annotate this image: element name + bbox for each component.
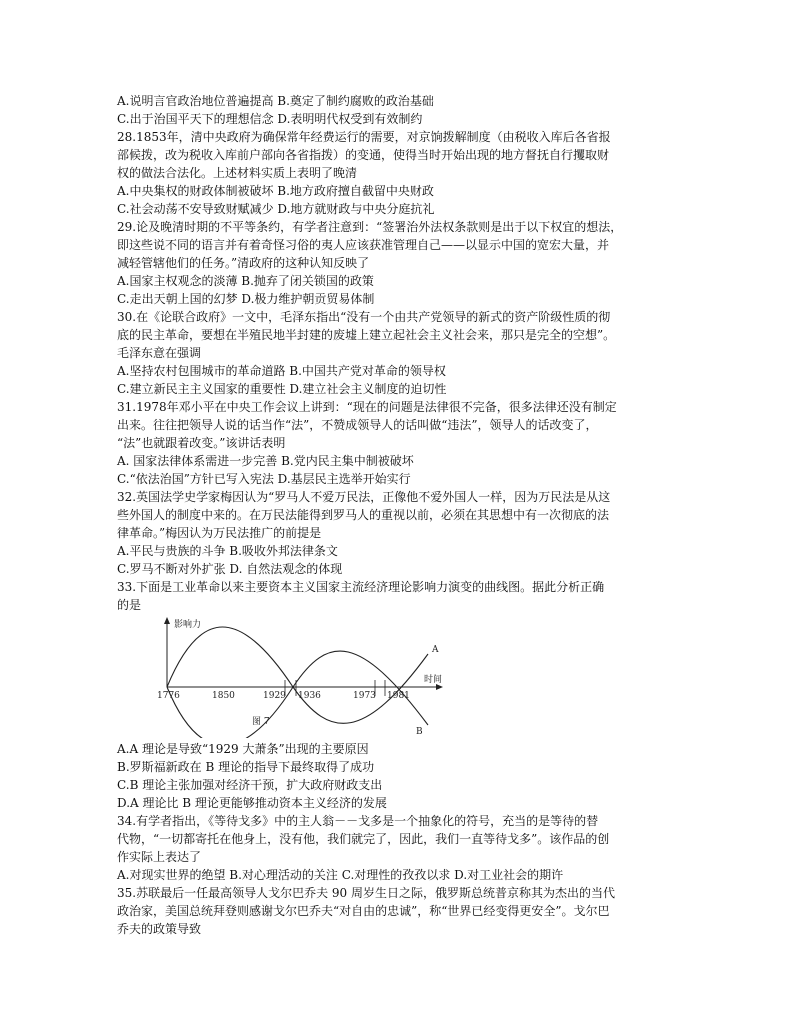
q31-stem-line-3: “法”也就跟着改变。”该讲话表明 — [117, 436, 286, 450]
q34-stem-line-1: 34.有学者指出，《等待戈多》中的主人翁－－戈多是一个抽象化的符号，充当的是等待的替 — [117, 814, 599, 828]
q33-option-b: B.罗斯福新政在 B 理论的指导下最终取得了成功 — [117, 760, 375, 774]
y-axis-label: 影响力 — [174, 620, 202, 630]
q33-option-d: D.A 理论比 B 理论更能够推动资本主义经济的发展 — [117, 796, 387, 810]
q35-stem-line-2: 政治家，美国总统拜登则感谢戈尔巴乔夫“对自由的忠诚”，称“世界已经变得更安全”。戈尔巴 — [117, 904, 610, 918]
q32-option-line-1: A.平民与贵族的斗争 B.吸收外邦法律条文 — [117, 544, 338, 558]
x-axis-label: 时间 — [424, 675, 443, 685]
q29-option-line-1: A.国家主权观念的淡薄 B.抛弃了闭关锁国的政策 — [117, 274, 374, 288]
q33-option-c: C.B 理论主张加强对经济干预，扩大政府财政支出 — [117, 778, 383, 792]
tick-label-1981: 1981 — [387, 691, 410, 701]
q32-option-line-2: C.罗马不断对外扩张 D. 自然法观念的体现 — [117, 562, 343, 576]
tick-label-1936: 1936 — [298, 691, 321, 701]
q35-stem-line-3: 乔夫的政策导致 — [117, 922, 202, 936]
q34-options: A.对现实世界的绝望 B.对心理活动的关注 C.对理性的孜孜以求 D.对工业社会的期许 — [117, 868, 564, 882]
q27-option-line-1: A.说明言官政治地位普遍提高 B.奠定了制约腐败的政治基础 — [117, 94, 434, 108]
q34-stem-line-3: 作实际上表达了 — [117, 850, 202, 864]
q33-stem-line-2: 的是 — [117, 598, 142, 612]
q34-stem-line-2: 代物，“一切都寄托在他身上，没有他，我们就完了，因此，我们一直等待戈多”。该作品的创 — [117, 832, 610, 846]
q33-option-a: A.A 理论是导致“1929 大萧条”出现的主要原因 — [117, 742, 369, 756]
q32-stem-line-2: 些外国人的制度中来的。在万民法能得到罗马人的重视以前，必须在其思想中有一次彻底的法 — [117, 508, 610, 522]
q28-option-line-2: C.社会动荡不安导致财赋减少 D.地方就财政与中央分庭抗礼 — [117, 202, 435, 216]
q29-option-line-2: C.走出天朝上国的幻梦 D.极力维护朝贡贸易体制 — [117, 292, 375, 306]
q33-stem-line-1: 33.下面是工业革命以来主要资本主义国家主流经济理论影响力演变的曲线图。据此分析正确 — [117, 580, 605, 594]
q29-stem-line-2: 即这些说不同的语言并有着奇怪习俗的夷人应该获准管理自己——以显示中国的宽宏大量，并 — [117, 238, 610, 252]
q35-stem-line-1: 35.苏联最后一任最高领导人戈尔巴乔夫 90 周岁生日之际，俄罗斯总统普京称其为杰出的当代 — [117, 886, 615, 900]
q27-option-line-2: C.出于治国平天下的理想信念 D.表明明代权受到有效制约 — [117, 112, 423, 126]
q28-stem-line-3: 权的做法合法化。上述材料实质上表明了晚清 — [117, 166, 358, 180]
influence-curve-diagram — [150, 612, 450, 738]
q30-stem-line-3: 毛泽东意在强调 — [117, 346, 202, 360]
q30-stem-line-1: 30.在《论联合政府》一文中，毛泽东指出“没有一个由共产党领导的新式的资产阶级性质的彻 — [117, 310, 611, 324]
q31-option-line-2: C.“依法治国”方针已写入宪法 D.基层民主选举开始实行 — [117, 472, 411, 486]
tick-label-1850: 1850 — [212, 691, 235, 701]
q31-stem-line-1: 31.1978年邓小平在中央工作会议上讲到：“现在的问题是法律很不完备，很多法律还没有制定 — [117, 400, 617, 414]
q28-stem-line-2: 部候拨，改为税收入库前户部向各省指拨）的变通，使得当时开始出现的地方督抚自行攫取财 — [117, 148, 610, 162]
q28-option-line-1: A.中央集权的财政体制被破坏 B.地方政府擅自截留中央财政 — [117, 184, 434, 198]
q29-stem-line-3: 减轻管辖他们的任务。”清政府的这种认知反映了 — [117, 256, 370, 270]
tick-label-1973: 1973 — [353, 691, 376, 701]
economic-theory-influence-figure — [150, 612, 450, 738]
q31-stem-line-2: 出来。往往把领导人说的话当作“法”，不赞成领导人的话叫做“违法”，领导人的话改变了， — [117, 418, 598, 432]
q30-option-line-1: A.坚持农村包围城市的革命道路 B.中国共产党对革命的领导权 — [117, 364, 446, 378]
q29-stem-line-1: 29.论及晚清时期的不平等条约，有学者注意到：“签署治外法权条款则是出于以下权宜的想法， — [117, 220, 623, 234]
tick-label-1929: 1929 — [263, 691, 286, 701]
q32-stem-line-1: 32.英国法学史学家梅因认为“罗马人不爱万民法，正像他不爱外国人一样，因为万民法是从这 — [117, 490, 611, 504]
curve-a — [167, 627, 428, 723]
figure-caption: 图 7 — [252, 717, 270, 727]
curve-b-label: B — [416, 727, 423, 737]
tick-label-1776: 1776 — [157, 691, 180, 701]
q30-option-line-2: C.建立新民主主义国家的重要性 D.建立社会主义制度的迫切性 — [117, 382, 447, 396]
q31-option-line-1: A. 国家法律体系需进一步完善 B.党内民主集中制被破坏 — [117, 454, 414, 468]
q32-stem-line-3: 律革命。”梅因认为万民法推广的前提是 — [117, 526, 322, 540]
q30-stem-line-2: 底的民主革命，要想在半殖民地半封建的废墟上建立起社会主义社会来，那只是完全的空想”。 — [117, 328, 616, 342]
curve-a-label: A — [432, 645, 439, 655]
q28-stem-line-1: 28.1853年，清中央政府为确保常年经费运行的需要，对京饷拨解制度（由税收入库后各省报 — [117, 130, 611, 144]
